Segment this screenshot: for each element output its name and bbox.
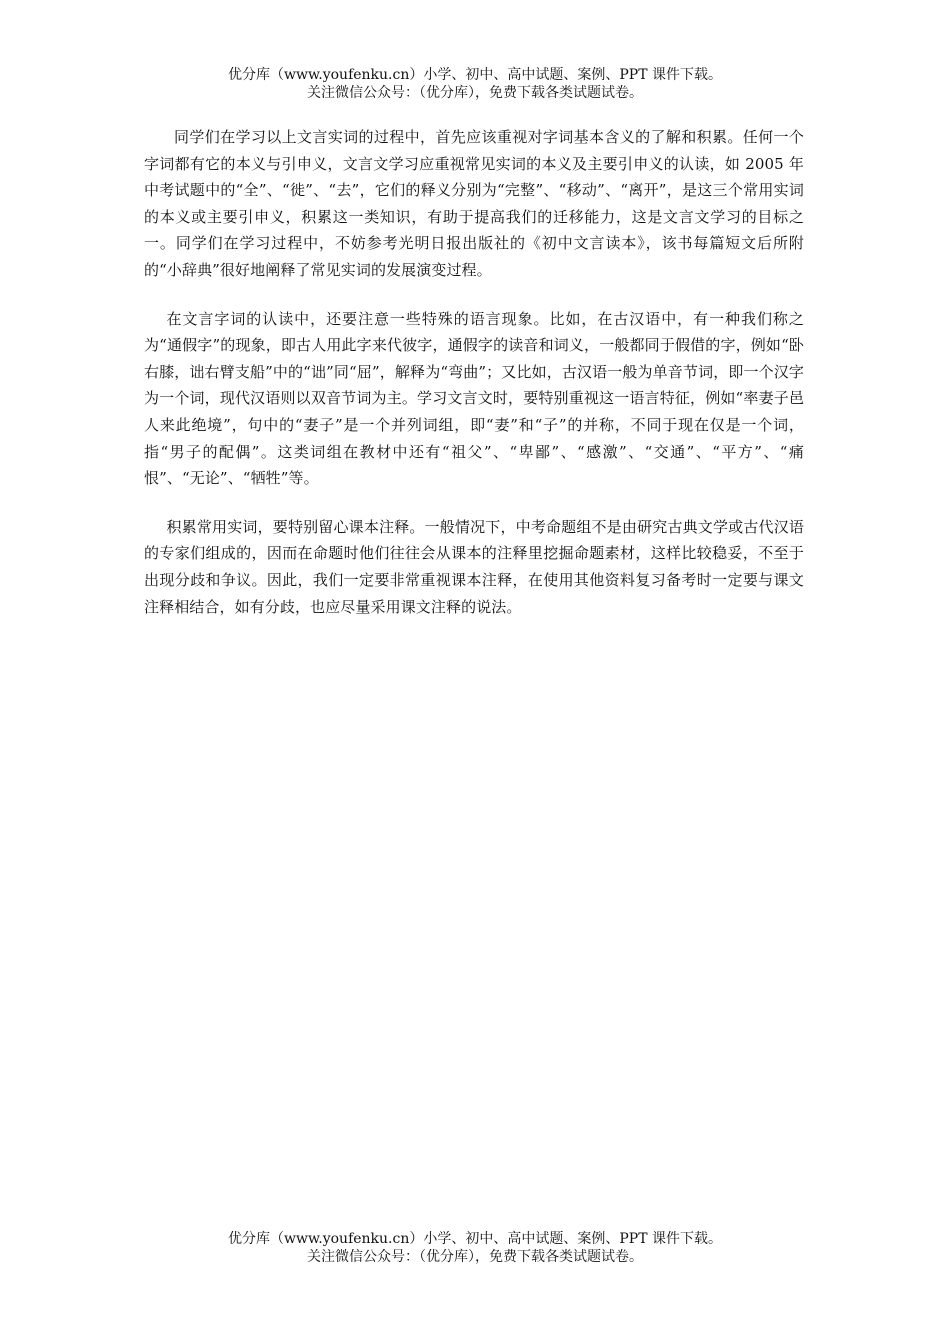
- paragraph-3: 积累常用实词，要特别留心课本注释。一般情况下，中考命题组不是由研究古典文学或古代汉语的专家们组成的，因而在命题时他们往往会从课本的注释里挖掘命题素材，这样比较稳妥，不至于出现分歧和争议。因此，我们一定要非常重视课本注释，在使用其他资料复习备考时一定要与课文注释相结合，如有分歧，也应尽量采用课文注释的说法。: [144, 517, 804, 616]
- page-header: [0, 66, 950, 102]
- footer-line-2: 关注微信公众号：（优分库），免费下载各类试题试卷。: [307, 1249, 643, 1265]
- page-footer: [0, 1230, 950, 1266]
- document-body: [144, 124, 804, 642]
- footer-line-1: 优分库（www.youfenku.cn）小学、初中、高中试题、案例、PPT 课件下载。: [227, 1231, 722, 1247]
- paragraph-1: 同学们在学习以上文言实词的过程中，首先应该重视对字词基本含义的了解和积累。任何一个字词都有它的本义与引申义，文言文学习应重视常见实词的本义及主要引申义的认读，如 2005 年中考试题中的“全”、“徙”、“去”，它们的释义分别为“完整”、“移动”、“离开”，是这三个常用实词的本义或主要引申义，积累这一类知识，有助于提高我们的迁移能力，这是文言文学习的目标之一。同学们在学习过程中，不妨参考光明日报出版社的《初中文言读本》，该书每篇短文后所附的“小辞典”很好地阐释了常见实词的发展演变过程。: [144, 128, 804, 279]
- header-line-1: 优分库（www.youfenku.cn）小学、初中、高中试题、案例、PPT 课件下载。: [227, 67, 722, 83]
- header-line-2: 关注微信公众号：（优分库），免费下载各类试题试卷。: [307, 85, 643, 101]
- paragraph-2: 在文言字词的认读中，还要注意一些特殊的语言现象。比如，在古汉语中，有一种我们称之为“通假字”的现象，即古人用此字来代彼字，通假字的读音和词义，一般都同于假借的字，例如“卧右膝，诎右臂支船”中的“诎”同“屈”，解释为“弯曲”；又比如，古汉语一般为单音节词，即一个汉字为一个词，现代汉语则以双音节词为主。学习文言文时，要特别重视这一语言特征，例如“率妻子邑人来此绝境”，句中的“妻子”是一个并列词组，即“妻”和“子”的并称，不同于现在仅是一个词，指“男子的配偶”。这类词组在教材中还有“祖父”、“卑鄙”、“感激”、“交通”、“平方”、“痛恨”、“无论”、“牺牲”等。: [144, 309, 804, 488]
